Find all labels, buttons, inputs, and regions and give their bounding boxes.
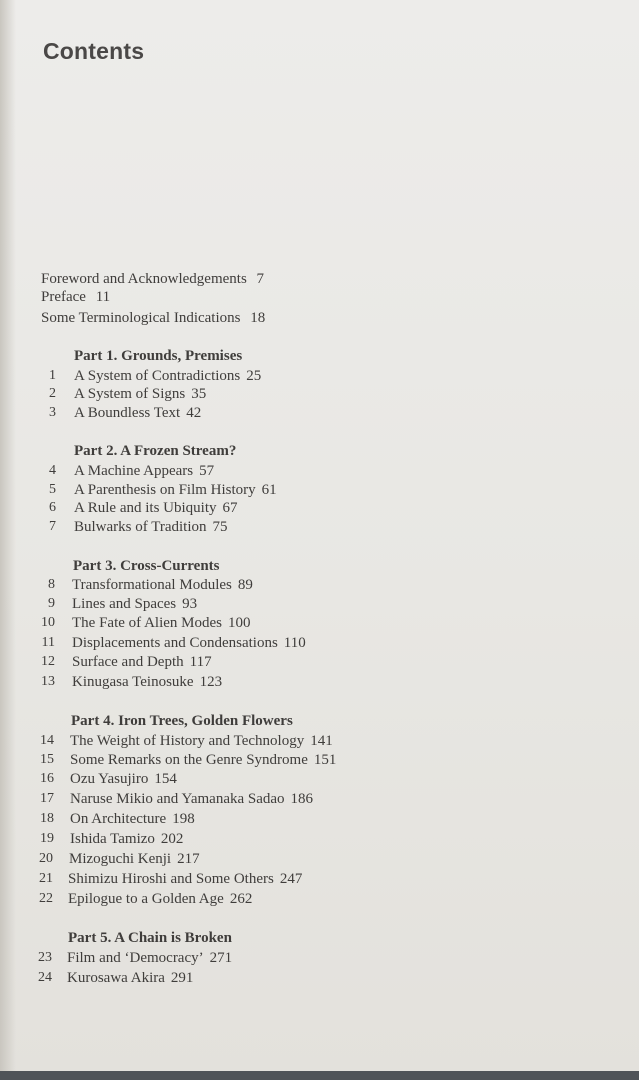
- chapter-page: 110: [283, 635, 306, 651]
- chapter-page: 117: [189, 654, 212, 670]
- chapter-number: 4: [49, 463, 56, 478]
- chapter-number: 11: [41, 635, 55, 650]
- chapter-title: Some Remarks on the Genre Syndrome: [70, 752, 308, 768]
- chapter-number: 22: [39, 891, 53, 906]
- chapter-number: 24: [38, 970, 52, 985]
- chapter-number: 14: [40, 733, 54, 748]
- chapter-number: 16: [40, 771, 54, 786]
- chapter-page: 271: [209, 950, 233, 966]
- chapter-page: 262: [229, 891, 253, 907]
- chapter-title: A Rule and its Ubiquity: [74, 500, 217, 516]
- page-title: Contents: [43, 38, 145, 64]
- chapter-page: 35: [191, 386, 207, 402]
- entry-page: 18: [250, 310, 266, 326]
- chapter-page: 93: [182, 596, 198, 612]
- chapter-number: 2: [49, 386, 56, 401]
- chapter-title: A Boundless Text: [74, 405, 181, 421]
- chapter-title: A Machine Appears: [74, 463, 194, 479]
- chapter-page: 141: [310, 733, 333, 749]
- entry-page: 11: [95, 289, 111, 305]
- chapter-page: 89: [237, 577, 253, 593]
- chapter-number: 17: [40, 791, 54, 806]
- entry-title: Preface: [41, 289, 86, 305]
- chapter-title: Shimizu Hiroshi and Some Others: [68, 871, 274, 887]
- entry-title: Some Terminological Indications: [41, 310, 241, 326]
- chapter-number: 1: [49, 368, 56, 383]
- chapter-page: 25: [246, 368, 262, 384]
- chapter-title: On Architecture: [70, 811, 167, 827]
- chapter-number: 23: [38, 950, 52, 965]
- front-matter-item: [41, 289, 110, 306]
- chapter-page: 202: [160, 831, 184, 847]
- chapter-title: Kinugasa Teinosuke: [72, 674, 194, 690]
- chapter-number: 20: [39, 851, 53, 866]
- chapter-page: 151: [313, 752, 337, 768]
- chapter-number: 10: [41, 615, 55, 630]
- entry-title: Foreword and Acknowledgements: [41, 271, 247, 287]
- chapter-title: A Parenthesis on Film History: [74, 482, 256, 498]
- chapter-page: 217: [177, 851, 200, 867]
- chapter-title: Displacements and Condensations: [72, 635, 278, 651]
- chapter-page: 100: [227, 615, 251, 631]
- chapter-title: Ozu Yasujiro: [70, 771, 149, 787]
- chapter-title: Ishida Tamizo: [70, 831, 155, 847]
- page-bottom-edge: [0, 1071, 639, 1080]
- chapter-title: The Weight of History and Technology: [70, 733, 305, 749]
- chapter-page: 123: [199, 674, 223, 690]
- part-heading: Part 3. Cross-Currents: [73, 558, 220, 574]
- chapter-page: 61: [261, 482, 277, 498]
- chapter-page: 154: [154, 771, 177, 787]
- chapter-number: 7: [49, 519, 56, 534]
- chapter-number: 3: [49, 405, 56, 420]
- chapter-title: Bulwarks of Tradition: [74, 519, 207, 535]
- chapter-page: 67: [222, 500, 238, 516]
- front-matter-item: [41, 271, 264, 288]
- chapter-title: A System of Contradictions: [74, 368, 241, 384]
- chapter-number: 9: [48, 596, 55, 611]
- chapter-page: 42: [186, 405, 202, 421]
- front-matter-item: [41, 310, 265, 327]
- chapter-page: 291: [170, 970, 194, 986]
- chapter-title: Naruse Mikio and Yamanaka Sadao: [70, 791, 285, 807]
- entry-page: 7: [256, 271, 265, 287]
- spine-shadow: [0, 0, 16, 1080]
- chapter-number: 13: [41, 674, 55, 689]
- chapter-page: 57: [199, 463, 215, 479]
- chapter-number: 18: [40, 811, 54, 826]
- chapter-title: Film and ‘Democracy’: [67, 950, 204, 966]
- chapter-number: 21: [39, 871, 53, 886]
- chapter-title: Mizoguchi Kenji: [69, 851, 172, 867]
- chapter-title: Surface and Depth: [72, 654, 184, 670]
- chapter-number: 19: [40, 831, 54, 846]
- chapter-title: Epilogue to a Golden Age: [68, 891, 224, 907]
- chapter-title: The Fate of Alien Modes: [72, 615, 222, 631]
- chapter-title: Lines and Spaces: [72, 596, 177, 612]
- part-heading: Part 1. Grounds, Premises: [74, 348, 243, 364]
- chapter-number: 6: [49, 500, 56, 515]
- chapter-page: 198: [172, 811, 195, 827]
- chapter-title: Transformational Modules: [72, 577, 232, 593]
- chapter-number: 8: [48, 577, 55, 592]
- chapter-title: Kurosawa Akira: [67, 970, 165, 986]
- part-heading: Part 4. Iron Trees, Golden Flowers: [71, 713, 293, 729]
- chapter-page: 75: [212, 519, 228, 535]
- chapter-title: A System of Signs: [74, 386, 186, 402]
- part-heading: Part 2. A Frozen Stream?: [74, 443, 237, 459]
- part-heading: Part 5. A Chain is Broken: [68, 930, 232, 946]
- chapter-number: 12: [41, 654, 55, 669]
- chapter-number: 15: [40, 752, 54, 767]
- chapter-page: 186: [290, 791, 314, 807]
- chapter-page: 247: [279, 871, 303, 887]
- chapter-number: 5: [49, 482, 56, 497]
